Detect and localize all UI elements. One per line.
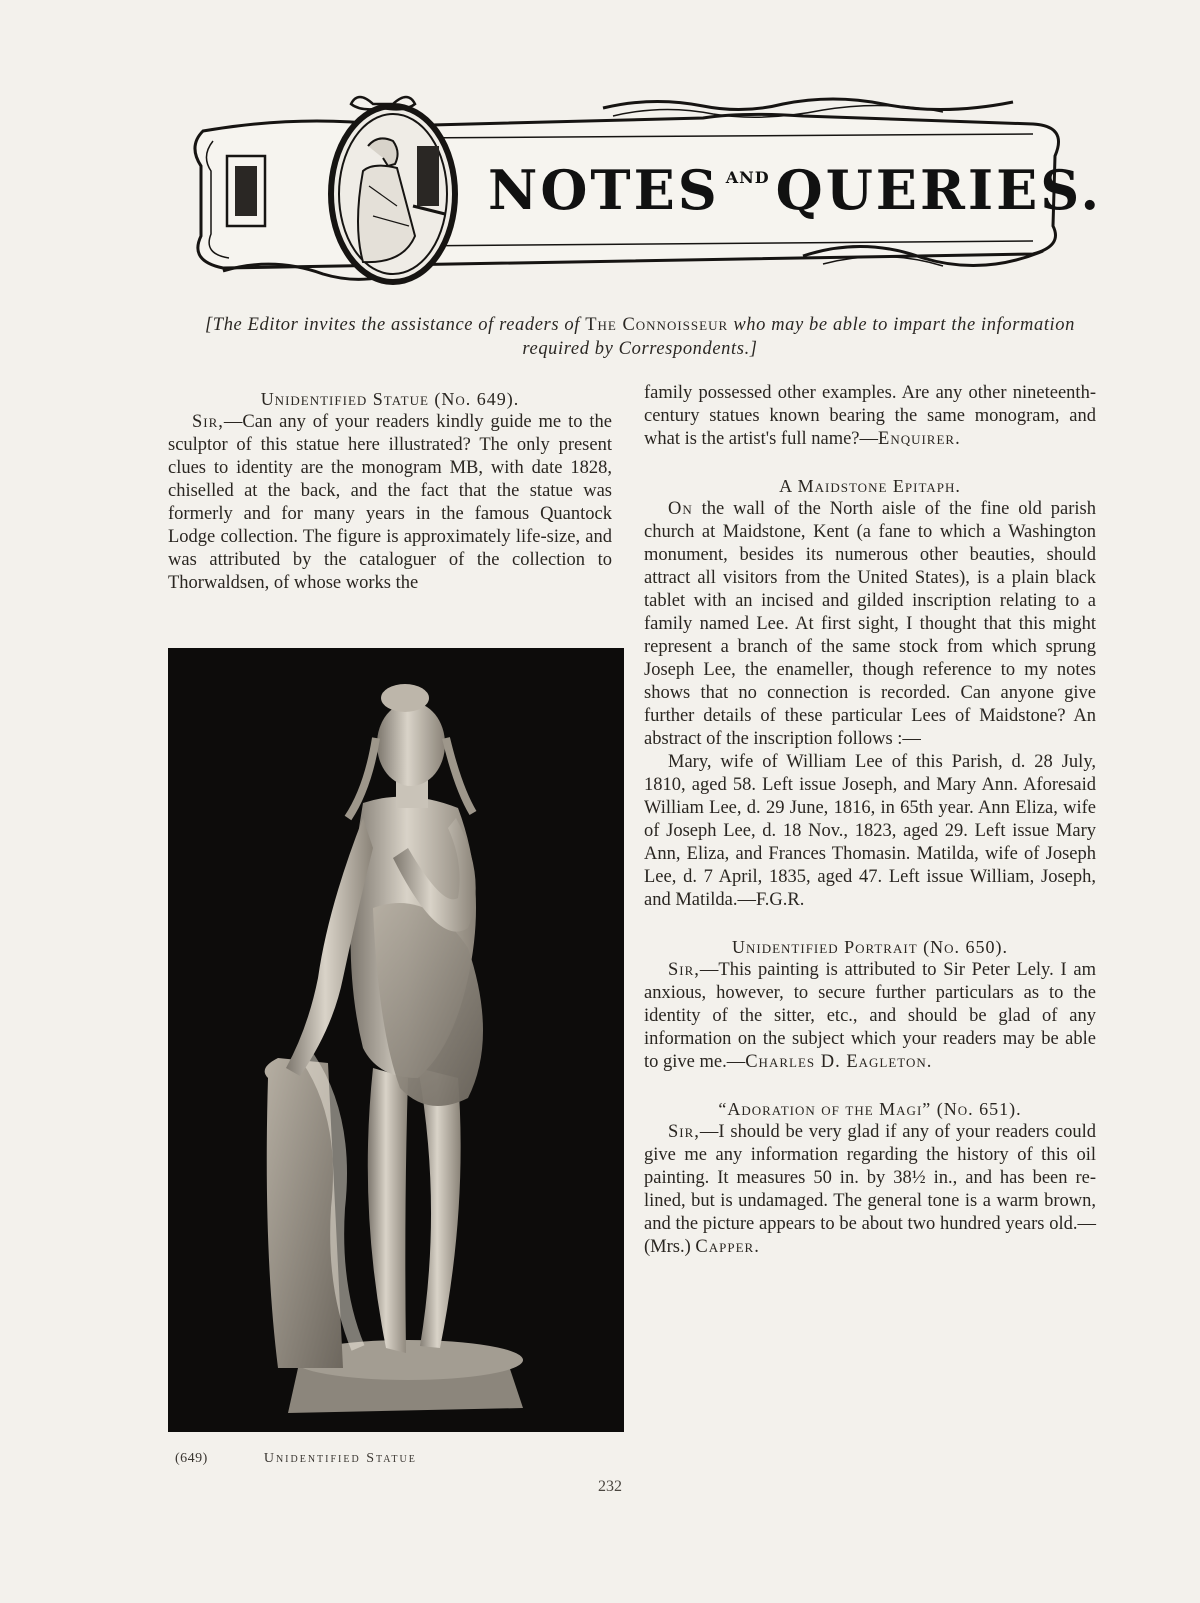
- editor-note-prefix: [The Editor invites the assistance of readers of: [205, 315, 586, 335]
- magazine-name: The Connoisseur: [585, 315, 729, 335]
- magi-signature: Capper.: [695, 1237, 760, 1257]
- right-column: [644, 382, 1096, 1259]
- editor-note-suffix: who may be able to impart the information required by Correspondents.]: [522, 315, 1075, 359]
- masthead-title-queries: QUERIES.: [775, 158, 1103, 222]
- masthead-banner: [183, 86, 1103, 291]
- masthead-title: [488, 158, 1103, 222]
- heading-unidentified-portrait: Unidentified Portrait (No. 650).: [731, 937, 1009, 957]
- page-number: 232: [598, 1478, 622, 1495]
- statue-signature: Enquirer.: [878, 429, 961, 449]
- figure-title: Unidentified Statue: [263, 1451, 417, 1466]
- statue-text-left: —Can any of your readers kindly guide me to the sculptor of this statue here illustrated? The only present clues to identity are the monogram MB, with date 1828, chiselled at the back, and the fact that the statue was formerly and for many years in the famous Quantock Lodge collection. The figure is approximately life-size, and was attributed by the cataloguer of the collection to Thorwaldsen, of whose works the: [168, 412, 612, 593]
- epitaph-body: [644, 498, 1096, 751]
- statue-photograph: [168, 648, 624, 1432]
- statue-letter-part2: [644, 382, 1096, 451]
- masthead-title-and: AND: [725, 168, 770, 187]
- portrait-salutation: Sir,: [668, 960, 700, 980]
- portrait-signature: Charles D. Eagleton.: [745, 1052, 933, 1072]
- left-column: [168, 388, 612, 595]
- statue-salutation: Sir,: [192, 412, 224, 432]
- figure-caption: [175, 1450, 605, 1467]
- heading-unidentified-statue: Unidentified Statue (No. 649).: [260, 389, 520, 409]
- epitaph-text: the wall of the North aisle of the fine old parish church at Maidstone, Kent (a fane to which a Washington monument, besides its numerous other beauties, should attract all visitors from the United States), is a plain black tablet with an incised and gilded inscription relating to a family named Lee. At first sight, I thought that this might represent a branch of the same stock from which sprung Joseph Lee, the enameller, though reference to my notes shows that no connection is recorded. Can anyone give further details of these particular Lees of Maidstone? An abstract of the inscription follows :—: [644, 499, 1096, 749]
- editor-note: [190, 313, 1090, 361]
- figure-number: (649): [175, 1451, 208, 1466]
- portrait-letter: [644, 959, 1096, 1074]
- epitaph-inscription: Mary, wife of William Lee of this Parish, d. 28 July, 1810, aged 58. Left issue Joseph, and Mary Ann. Aforesaid William Lee, d. 29 June, 1816, in 65th year. Ann Eliza, wife of Joseph Lee, d. 18 Nov., 1823, aged 29. Left issue Mary Ann, Eliza, and Frances Thomasin. Matilda, wife of Joseph Lee, d. 7 April, 1835, aged 47. Left issue William, Joseph, and Matilda.—F.G.R.: [644, 752, 1096, 910]
- epitaph-first-word: On: [668, 499, 693, 519]
- portrait-text: —This painting is attributed to Sir Peter Lely. I am anxious, however, to secure further particulars as to the identity of the sitter, etc., and should be glad of any information on the subject which your readers may be able to give me.—: [644, 960, 1096, 1072]
- magi-text: —I should be very glad if any of your readers could give me any information regarding the history of this oil painting. It measures 50 in. by 38½ in., and has been re-lined, but is undamaged. The general tone is a warm brown, and the picture appears to be about two hundred years old.—(Mrs.): [644, 1122, 1096, 1257]
- magi-letter: [644, 1121, 1096, 1259]
- heading-adoration-of-the-magi: “Adoration of the Magi” (No. 651).: [718, 1099, 1022, 1119]
- statue-text-right: family possessed other examples. Are any other nineteenth-century statues known bearing the same monogram, and what is the artist's full name?—: [644, 383, 1096, 449]
- heading-maidstone-epitaph: A Maidstone Epitaph.: [779, 476, 961, 496]
- magi-salutation: Sir,: [668, 1122, 700, 1142]
- statue-letter-part1: [168, 411, 612, 595]
- masthead-title-notes: NOTES: [488, 158, 720, 222]
- statue-figure-illustration: [168, 648, 624, 1432]
